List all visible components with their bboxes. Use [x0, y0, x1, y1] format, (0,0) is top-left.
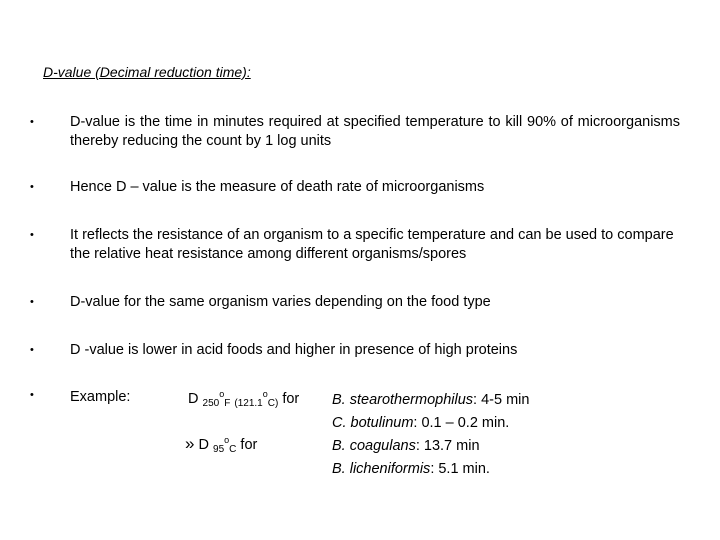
bullet-dot: •: [30, 296, 34, 308]
d-value-fahrenheit: [188, 389, 299, 409]
bullet-text: D-value is the time in minutes required at specified temperature to kill 90% of microorganisms thereby reducing the count by 1 log units: [70, 114, 680, 149]
example-label: Example:: [70, 389, 131, 405]
sub-C-close: C): [267, 398, 279, 409]
chevron-icon: »: [185, 434, 195, 453]
bullet-dot: •: [30, 181, 34, 193]
organism-value: : 13.7 min: [415, 438, 480, 454]
bullet-dot: •: [30, 389, 34, 401]
list-item: [332, 389, 529, 412]
d-value-celsius: [185, 434, 257, 455]
list-item: [332, 412, 529, 435]
organism-name: C. botulinum: [332, 415, 414, 431]
sub-C: C: [229, 444, 237, 455]
bullet-text: D -value is lower in acid foods and higher in presence of high proteins: [70, 342, 518, 358]
d-letter: D: [198, 437, 209, 453]
slide-title: D-value (Decimal reduction time):: [43, 64, 251, 80]
sub-250: 250: [202, 398, 220, 409]
bullet-dot: •: [30, 116, 34, 128]
sub-F: F: [224, 398, 231, 409]
list-item: [332, 435, 529, 458]
for-text: for: [240, 437, 258, 453]
organism-name: B. licheniformis: [332, 461, 431, 477]
example-list: [332, 389, 529, 481]
bullet-text: Hence D – value is the measure of death rate of microorganisms: [70, 179, 485, 195]
sub-121: (121.1: [234, 398, 263, 409]
organism-value: : 0.1 – 0.2 min.: [413, 415, 510, 431]
bullet-dot: •: [30, 229, 34, 241]
bullet-dot: •: [30, 344, 34, 356]
d-letter: D: [188, 391, 199, 407]
organism-value: : 4-5 min: [473, 392, 530, 408]
organism-name: B. coagulans: [332, 438, 416, 454]
degree: o: [224, 435, 230, 445]
degree: o: [262, 389, 268, 399]
degree: o: [219, 389, 225, 399]
sub-95: 95: [213, 444, 225, 455]
bullet-text: D-value for the same organism varies depending on the food type: [70, 294, 491, 310]
for-text: for: [282, 391, 300, 407]
organism-value: : 5.1 min.: [430, 461, 490, 477]
bullet-text: It reflects the resistance of an organism to a specific temperature and can be used to compare the relative heat resistance among different organisms/spores: [70, 227, 674, 262]
list-item: [332, 458, 529, 481]
organism-name: B. stearothermophilus: [332, 392, 474, 408]
